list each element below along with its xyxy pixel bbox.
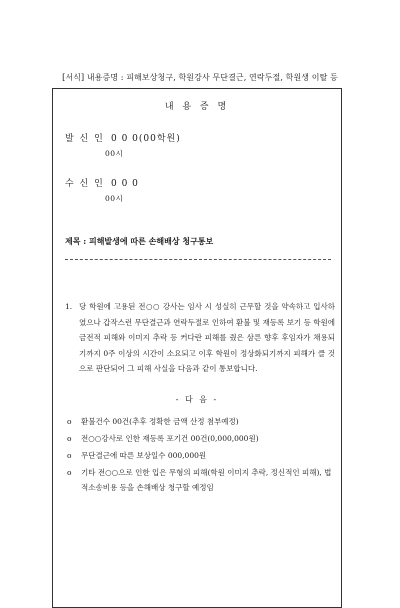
list-item [67,414,335,429]
sender-address: 00시 [105,149,124,158]
recipient-block [65,176,139,204]
list-item [67,465,335,495]
sender-label: 발 신 인 [65,134,105,144]
recipient-address: 00시 [105,194,124,203]
list-item-text: 환불건수 00건(추후 정확한 금액 산정 첨부예정) [81,417,239,426]
sender-name: 0 0 0(00학원) [111,134,181,144]
paragraph-number: 1. [65,302,73,311]
list-item-text: 전○○강사로 인한 재등록 포기건 00건(0,000,000원) [81,434,259,443]
bullet-marker: o [67,434,72,443]
list-item [67,448,335,463]
sender-block [65,131,181,159]
document-header: [서식] 내용증명 : 피해보상청구, 학원강사 무단결근, 연락두절, 학원생 이탈 등 [62,73,338,82]
dashed-divider [65,259,331,260]
bullet-marker: o [67,468,72,477]
list-item [67,431,335,446]
claim-list [67,414,335,497]
bullet-marker: o [67,451,72,460]
paragraph-text: 당 학원에 고용된 전○○ 강사는 임사 시 성실히 근무할 것을 약속하고 입사하였으나 갑작스런 무단결근과 연락두절로 인하여 환불 및 재등록 보기 등 학원에 금전적 피해와 이미지 추락 등 커다란 피해를 줬은 삼른 향후 후임자가 채용되기까지 0주 이상의 시간이 소요되고 이후 학원이 정상화되기까지 피해가 클 것으로 판단되어 그 피해 사실을 다음과 같이 통보합니다. [79,302,335,373]
document-frame [52,88,342,608]
recipient-name: 0 0 0 [111,179,139,189]
list-heading: - 다 음 - [175,395,219,404]
recipient-label: 수 신 인 [65,179,105,189]
body-paragraph [65,299,335,377]
bullet-marker: o [67,417,72,426]
list-item-text: 무단결근에 따른 보상일수 000,000원 [81,451,207,460]
subject-line: 제목 : 피해발생에 따른 손해배상 청구통보 [65,236,214,246]
document-title: 내 용 증 명 [164,102,230,112]
list-item-text: 기타 전○○으로 인한 입은 무형의 피해(학원 이미지 추락, 정신적인 피해), 법적소송비용 등을 손해배상 청구할 예정임 [81,468,332,492]
